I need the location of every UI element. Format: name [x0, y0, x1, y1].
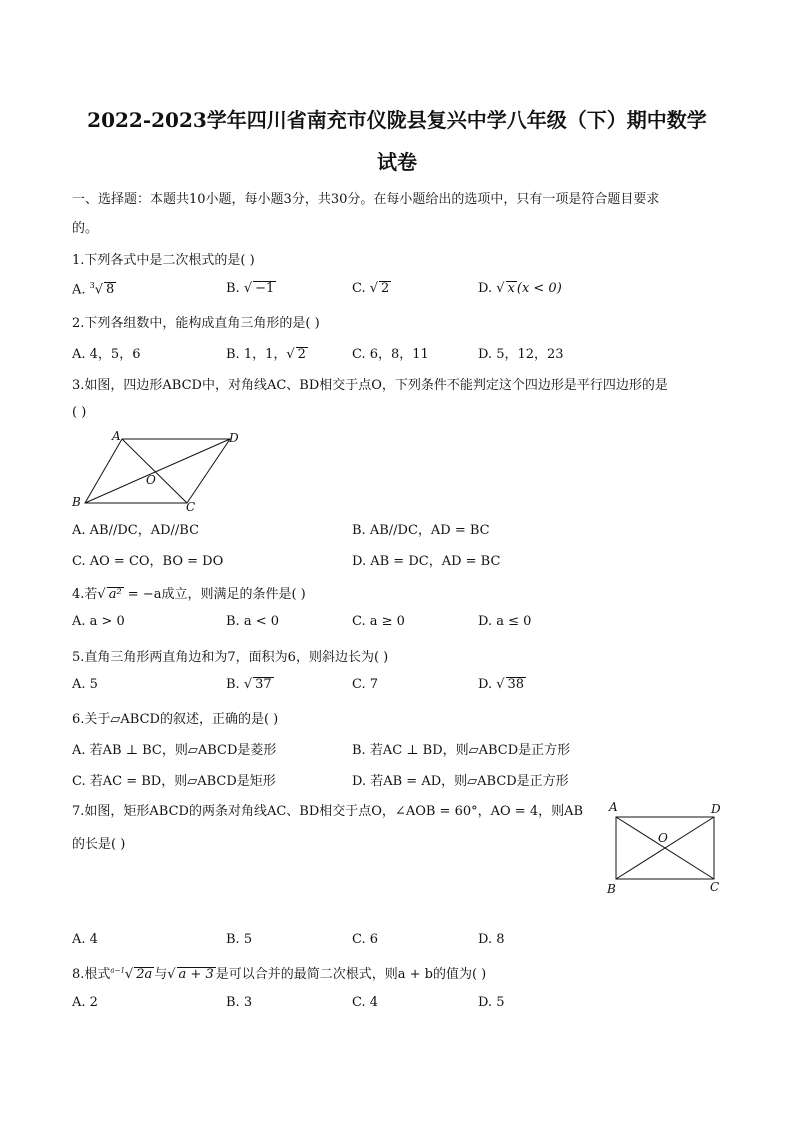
q8-option-a: A. 2 — [72, 995, 98, 1010]
q3-option-a: A. AB//DC，AD//BC — [72, 523, 200, 538]
q3-vertex-c: C — [186, 500, 196, 514]
q4-option-b: B. a < 0 — [226, 614, 279, 629]
question-3-stem-cont: ( ) — [72, 405, 87, 420]
q6-option-a: A. 若AB ⊥ BC，则▱ABCD是菱形 — [72, 743, 277, 758]
q7-option-a: A. 4 — [72, 932, 98, 947]
q7-option-d: D. 8 — [478, 932, 505, 947]
question-5-stem: 5.直角三角形两直角边和为7，面积为6，则斜边长为( ) — [72, 650, 389, 665]
section-instructions-cont: 的。 — [72, 221, 99, 236]
question-7-stem: 7.如图，矩形ABCD的两条对角线AC、BD相交于点O，∠AOB = 60°，AO = 4，则AB — [72, 804, 584, 819]
q7-vertex-c: C — [710, 880, 720, 894]
q4-option-c: C. a ≥ 0 — [352, 614, 405, 629]
exam-title-line2: 试卷 — [377, 150, 417, 174]
q3-option-c: C. AO = CO，BO = DO — [72, 554, 224, 569]
q1-option-a: A. $^3$√ 8 — [72, 281, 115, 298]
q3-option-b: B. AB//DC，AD = BC — [352, 523, 490, 538]
q2-option-d: D. 5，12，23 — [478, 347, 564, 362]
q4-option-a: A. a > 0 — [72, 614, 125, 629]
q3-vertex-d: D — [229, 431, 239, 445]
q7-vertex-b: B — [607, 882, 616, 896]
q6-option-c: C. 若AC = BD，则▱ABCD是矩形 — [72, 774, 276, 789]
q7-option-b: B. 5 — [226, 932, 253, 947]
q6-option-d: D. 若AB = AD，则▱ABCD是正方形 — [352, 774, 569, 789]
q3-vertex-a: A — [112, 429, 121, 443]
q6-option-b: B. 若AC ⊥ BD，则▱ABCD是正方形 — [352, 743, 571, 758]
question-6-stem: 6.关于▱ABCD的叙述，正确的是( ) — [72, 712, 279, 727]
q3-option-d: D. AB = DC，AD = BC — [352, 554, 501, 569]
question-4-stem: 4.若√ a² = −a成立，则满足的条件是( ) — [72, 587, 306, 602]
question-1-stem: 1.下列各式中是二次根式的是( ) — [72, 253, 255, 268]
q1-option-c: C. √ 2 — [352, 281, 390, 296]
q3-vertex-b: B — [72, 495, 81, 509]
q2-option-a: A. 4，5，6 — [72, 347, 141, 362]
q5-option-c: C. 7 — [352, 677, 379, 692]
q7-center-o: O — [658, 831, 668, 845]
exam-title-line1: 2022-2023学年四川省南充市仪陇县复兴中学八年级（下）期中数学 — [87, 108, 707, 132]
q5-option-b: B. √ 37 — [226, 677, 272, 692]
question-2-stem: 2.下列各组数中，能构成直角三角形的是( ) — [72, 316, 320, 331]
q7-rectangle-figure — [600, 797, 730, 897]
q7-vertex-a: A — [609, 800, 618, 814]
q3-parallelogram-figure — [70, 425, 250, 515]
question-3-stem: 3.如图，四边形ABCD中，对角线AC、BD相交于点O，下列条件不能判定这个四边形是平行四边形的是 — [72, 378, 668, 393]
q4-option-d: D. a ≤ 0 — [478, 614, 532, 629]
question-8-stem: 8.根式$^{a-1}$√ 2a 与√ a + 3 是可以合并的最简二次根式，则a + b的值为( ) — [72, 966, 487, 982]
q8-option-d: D. 5 — [478, 995, 505, 1010]
section-instructions: 一、选择题：本题共10小题，每小题3分，共30分。在每小题给出的选项中，只有一项是符合题目要求 — [72, 192, 660, 207]
q8-option-b: B. 3 — [226, 995, 253, 1010]
q2-option-c: C. 6，8，11 — [352, 347, 429, 362]
q3-center-o: O — [146, 473, 156, 487]
q5-option-a: A. 5 — [72, 677, 98, 692]
q1-option-d: D. √ x (x < 0) — [478, 281, 562, 296]
q7-option-c: C. 6 — [352, 932, 379, 947]
q1-option-b: B. √ −1 — [226, 281, 275, 296]
q5-option-d: D. √ 38 — [478, 677, 525, 692]
question-7-stem-cont: 的长是( ) — [72, 837, 126, 852]
q7-vertex-d: D — [711, 802, 721, 816]
q2-option-b: B. 1，1，√ 2 — [226, 347, 306, 362]
q8-option-c: C. 4 — [352, 995, 379, 1010]
q3-diagonal-ac — [122, 439, 187, 503]
